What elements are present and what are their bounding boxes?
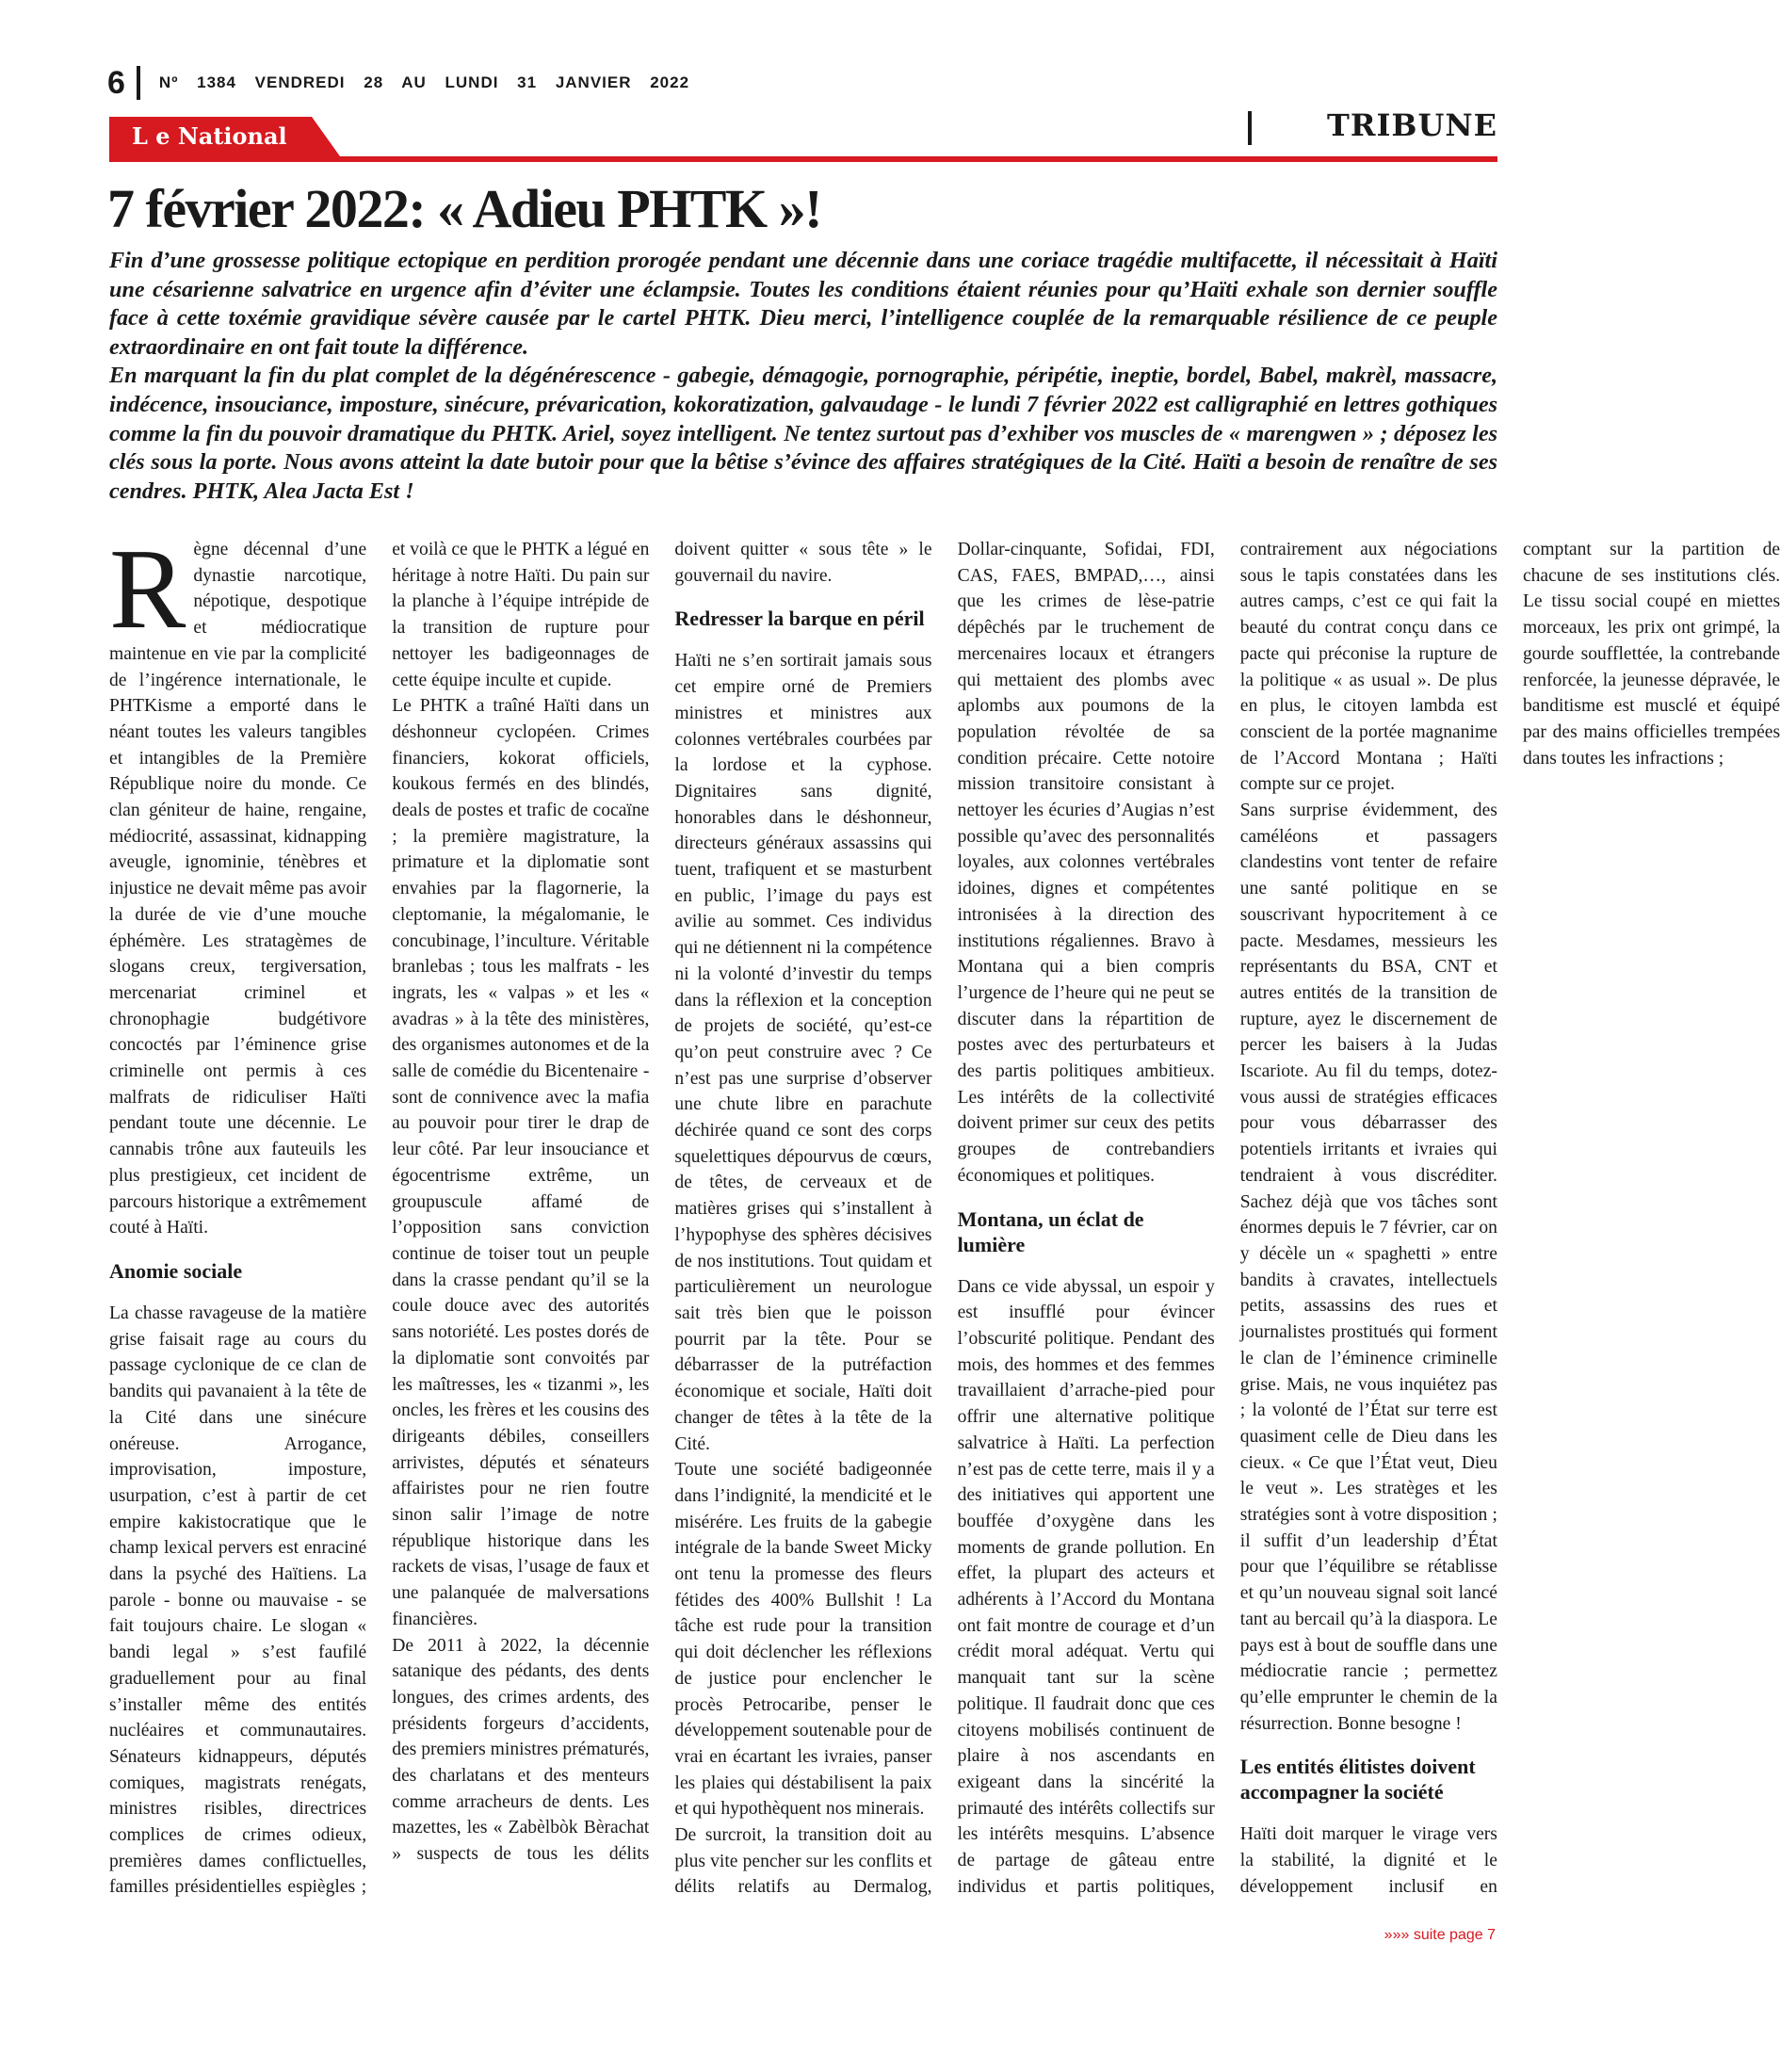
body-paragraph: Haïti ne s’en sortirait jamais sous cet empire orné de Premiers ministres et ministres aux colonnes vertébrales courbées par la lordose et la cyphose. Dignitaires sans dignité, honorables dans le déshonneur, directeurs généraux assassins qui tuent, trafiquent et se masturbent en public, l’image du pays est avilie au sommet. Ces individus qui ne détiennent ni la compétence ni la volonté d’investir du temps dans la réflexion et la conception de projets de société, qu’est-ce qu’on peut construire avec ? Ce n’est pas une surprise d’observer une chute libre en parachute déchirée quand ce sont des corps squelettiques dépourvus de cœurs, de têtes, de cerveaux et de matières grises qui s’installent à l’hypophyse des sphères décisives de nos institutions. Tout quidam et particulièrement un neurologue sait très bien que le poisson pourrit par la tête. Pour se débarrasser de la putréfaction économique et sociale, Haïti doit changer de têtes à la tête de la Cité.: [674, 651, 932, 1454]
body-paragraph: De 2011 à 2022, la décennie satanique des pédants, des dents longues, des crimes ardents, des présidents forgeurs d’accidents, des premiers ministres prématurés, des charlatans et des menteurs comme arracheurs de dents. Les mazettes, les « Zabèlbòk Bèrachat » suspects de tous les délits doivent quitter « sous tête » le gouvernail du navire.: [392, 540, 932, 1865]
subheading-entites: Les entités élitistes doivent accompagner la société: [1239, 1755, 1476, 1805]
brand-name: L e National: [132, 122, 287, 150]
article-lead: [109, 247, 1497, 506]
continued-link[interactable]: »»» suite page 7: [1384, 1927, 1496, 1943]
masthead-info: [107, 62, 689, 104]
body-paragraph: Haïti doit marquer le virage vers la stabilité, la dignité et le développement inclusif en comptant sur la partition de chacune de ses institutions clés. Le tissu social coupé en miettes morceaux, les prix ont grimpé, la gourde soufflettée, la contrebande renforcée, la jeunesse dépravée, le banditisme est musclé et équipé par des mains officielles trempées dans toutes les infractions ;: [1239, 540, 1780, 1897]
body-paragraph: Sans surprise évidemment, des caméléons et passagers clandestins vont tenter de refaire une santé politique en se souscrivant hypocritement à ce pacte. Mesdames, messieurs les représentants du BSA, CNT et autres entités de la transition de rupture, ayez le discernement de percer les baisers à la Judas Iscariote. Au fil du temps, dotez-vous aussi de stratégies efficaces pour vous débarrasser des potentiels irritants et ivraies qui tendraient à vous discréditer. Sachez déjà que vos tâches sont énormes depuis le 7 février, car on y décèle un « spaghetti » entre bandits à cravates, intellectuels petits, assassins des rues et journalistes prostitués qui forment le clan de l’éminence criminelle grise. Mais, ne vous inquiétez pas ; la volonté de l’État sur terre est quasiment celle de Dieu dans les cieux. « Ce que l’État veut, Dieu le veut ». Les stratèges et les stratégies sont à votre disposition ; il suffit d’un leadership d’État pour que l’équilibre se rétablisse et qu’un nouveau signal soit lancé tant au bercail qu’à la diaspora. Le pays est à bout de souffle dans une médiocratie rancie ; permettez qu’elle emprunter le chemin de la résurrection. Bonne besogne !: [1239, 801, 1497, 1734]
header-rule: [109, 156, 1497, 162]
body-paragraph: Dans ce vide abyssal, un espoir y est insufflé pour évincer l’obscurité politique. Pendant des mois, des hommes et des femmes travaillaient d’arrache-pied pour offrir une alternative politique salvatrice à Haïti. La perfection n’est pas de cette terre, mais il y a des initiatives qui apportent une bouffée d’oxygène dans les moments de grande pollution. En effet, la plupart des acteurs et adhérents à l’Accord du Montana ont fait montre de courage et d’un crédit moral adéquat. Vertu qui manquait tant sur la scène politique. Il faudrait donc que ces citoyens mobilisés continuent de plaire à nos ascendants en exigeant dans la sincérité la primauté des intérêts collectifs sur les intérêts mesquins. L’absence de partage de gâteau entre individus et partis politiques, contrairement aux négociations sous le tapis constatées dans les autres camps, c’est ce qui fait la beauté du contrat conçu dans ce pacte qui préconise la rupture de la politique « as usual ». De plus en plus, le citoyen lambda est conscient de la portée magnanime de l’Accord Montana ; Haïti compte sur ce projet.: [957, 540, 1497, 1897]
lead-paragraph: En marquant la fin du plat complet de la dégénérescence - gabegie, démagogie, pornographie, péripétie, ineptie, bordel, Babel, makrèl, massacre, indécence, insouciance, imposture, sinécure, prévarication, kokoratization, galvaudage - le lundi 7 février 2022 est calligraphié en lettres gothiques comme la fin du pouvoir dramatique du PHTK. Ariel, soyez intelligent. Ne tentez surtout pas d’exhiber vos muscles de « marengwen » ; déposez les clés sous la porte. Nous avons atteint la date butoir pour que la bêtise s’évince des affaires stratégiques de la Cité. Haïti a besoin de renaître de ses cendres. PHTK, Alea Jacta Est !: [109, 363, 1497, 504]
body-paragraph: La chasse ravageuse de la matière grise faisait rage au cours du passage cyclonique de ce clan de bandits qui pavanaient à la tête de la Cité dans une sinécure onéreuse. Arrogance, improvisation, imposture, usurpation, c’est à partir de cet empire kakistocratique que le champ lexical pervers est enraciné dans la psyché des Haïtiens. La parole - bonne ou mauvaise - se fait toujours chaire. Le slogan « bandi legal » s’est faufilé graduellement pour au final s’installer même des entités nucléaires et communautaires. Sénateurs kidnappeurs, députés comiques, magistrats renégats, ministres risibles, directrices complices de crimes odieux, premières dames conflictuelles, familles présidentielles espiègles ; et voilà ce que le PHTK a légué en héritage à notre Haïti. Du pain sur la planche à l’équipe intrépide de la transition de rupture pour nettoyer les badigeonnages de cette équipe inculte et cupide.: [109, 540, 650, 1898]
body-paragraph: De surcroit, la transition doit au plus vite pencher sur les conflits et délits relatifs au Dermalog, Dollar-cinquante, Sofidai, FDI, CAS, FAES, BMPAD,…, ainsi que les crimes de lèse-patrie dépêchés par le truchement de mercenaires locaux et étrangers qui mettaient des plombs avec aplombs aux poumons de la population révoltée de sa condition précaire. Cette notoire mission transitoire consistant à nettoyer les écuries d’Augias n’est possible qu’avec des personnalités loyales, aux colonnes vertébrales idoines, dignes et compétentes intronisées à la direction des institutions régaliennes. Bravo à Montana qui a bien compris l’urgence de l’heure qui ne peut se discuter dans la répartition de postes avec des perturbateurs et des partis politiques ambitieux. Les intérêts de la collectivité doivent primer sur ceux des petits groupes de contrebandiers économiques et politiques.: [674, 540, 1215, 1898]
body-paragraph: [109, 526, 367, 1241]
lead-paragraph: Fin d’une grossesse politique ectopique en perdition prorogée pendant une décennie dans une coriace tragédie multifacette, il nécessitait à Haïti une césarienne salvatrice en urgence afin d’éviter une éclampsie. Toutes les conditions étaient réunies pour qu’Haïti exhale son dernier souffle face à cette toxémie gravidique sévère causée par le cartel PHTK. Dieu merci, l’intelligence couplée de la remarquable résilience de ce peuple extraordinaire en ont fait toute la différence.: [109, 248, 1497, 360]
divider: [137, 66, 140, 100]
page-number: 6: [107, 64, 125, 101]
body-paragraph: Le PHTK a traîné Haïti dans un déshonneur cyclopéen. Crimes financiers, kokorat officiels, koukous fermés en des blindés, deals de postes et trafic de cocaïne ; la première magistrature, la primature et la diplomatie sont envahies par la flagornerie, la cleptomanie, la mégalomanie, le concubinage, l’inculture. Véritable branlebas ; tous les malfrats - les ingrats, les « valpas » et les « avadras » à la tête des ministères, des organismes autonomes et de la salle de comédie du Bicentenaire - sont de connivence avec la mafia au pouvoir pour tirer le drap de leur côté. Par leur insouciance et égocentrisme extrême, un groupuscule affamé de l’opposition sans conviction continue de toiser tout un peuple dans la crasse pendant qu’il se la coule douce avec des autorités sans notoriété. Les postes dorés de la diplomatie sont convoités par les maîtresses, les « tizanmi », les oncles, les frères et les cousins des dirigeants débiles, conseillers arrivistes, députés et sénateurs affairistes pour ne rien foutre sinon salir l’image de notre république historique dans les rackets de visas, l’usage de faux et une palanquée de malversations financières.: [392, 696, 650, 1629]
subheading-anomie: Anomie sociale: [109, 1258, 243, 1283]
subheading-montana: Montana, un éclat de lumière: [957, 1206, 1144, 1256]
section-label: TRIBUNE: [1327, 107, 1497, 143]
article-title: 7 février 2022: « Adieu PHTK »!: [107, 178, 821, 239]
paragraph-text: ègne décennal d’une dynastie narcotique, népotique, despotique et médiocratique maintenue en vie par la complicité de l’ingérence internationale, le PHTKisme a emporté dans le néant toutes les valeurs tangibles et intangibles de la Première République noire du monde. Ce clan géniteur de haine, rengaine, médiocrité, assassinat, kidnapping aveugle, ignominie, ténèbres et injustice ne devait même pas avoir la durée de vie d’une mouche éphémère. Les stratagèmes de slogans creux, tergiversation, mercenariat criminel et chronophagie budgétivore concoctés par l’éminence grise criminelle ont permis à ces malfrats de ridiculiser Haïti pendant toute une décennie. Le cannabis trône aux fauteuils les plus prestigieux, cet incident de parcours historique a extrêmement couté à Haïti.: [109, 540, 367, 1238]
issue-info: Nº 1384 VENDREDI 28 AU LUNDI 31 JANVIER 2022: [158, 73, 690, 91]
drop-cap: R: [109, 526, 186, 653]
brand-banner: [109, 117, 1497, 162]
section-divider: [1248, 111, 1252, 145]
body-paragraph: Toute une société badigeonnée dans l’indignité, la mendicité et le misérére. Les fruits de la gabegie intégrale de la bande Sweet Micky ont tenu la promesse des fleurs fétides des 400% Bullshit ! La tâche est rude pour la transition qui doit déclencher les réflexions de justice pour enclencher le procès Petrocaribe, penser le développement soutenable pour de vrai en écartant les ivraies, panser les plaies qui déstabilisent la paix et qui hypothèquent nos minerais.: [674, 1460, 932, 1820]
subheading-redresser: Redresser la barque en péril: [674, 607, 925, 631]
article-body: [109, 526, 1780, 1919]
